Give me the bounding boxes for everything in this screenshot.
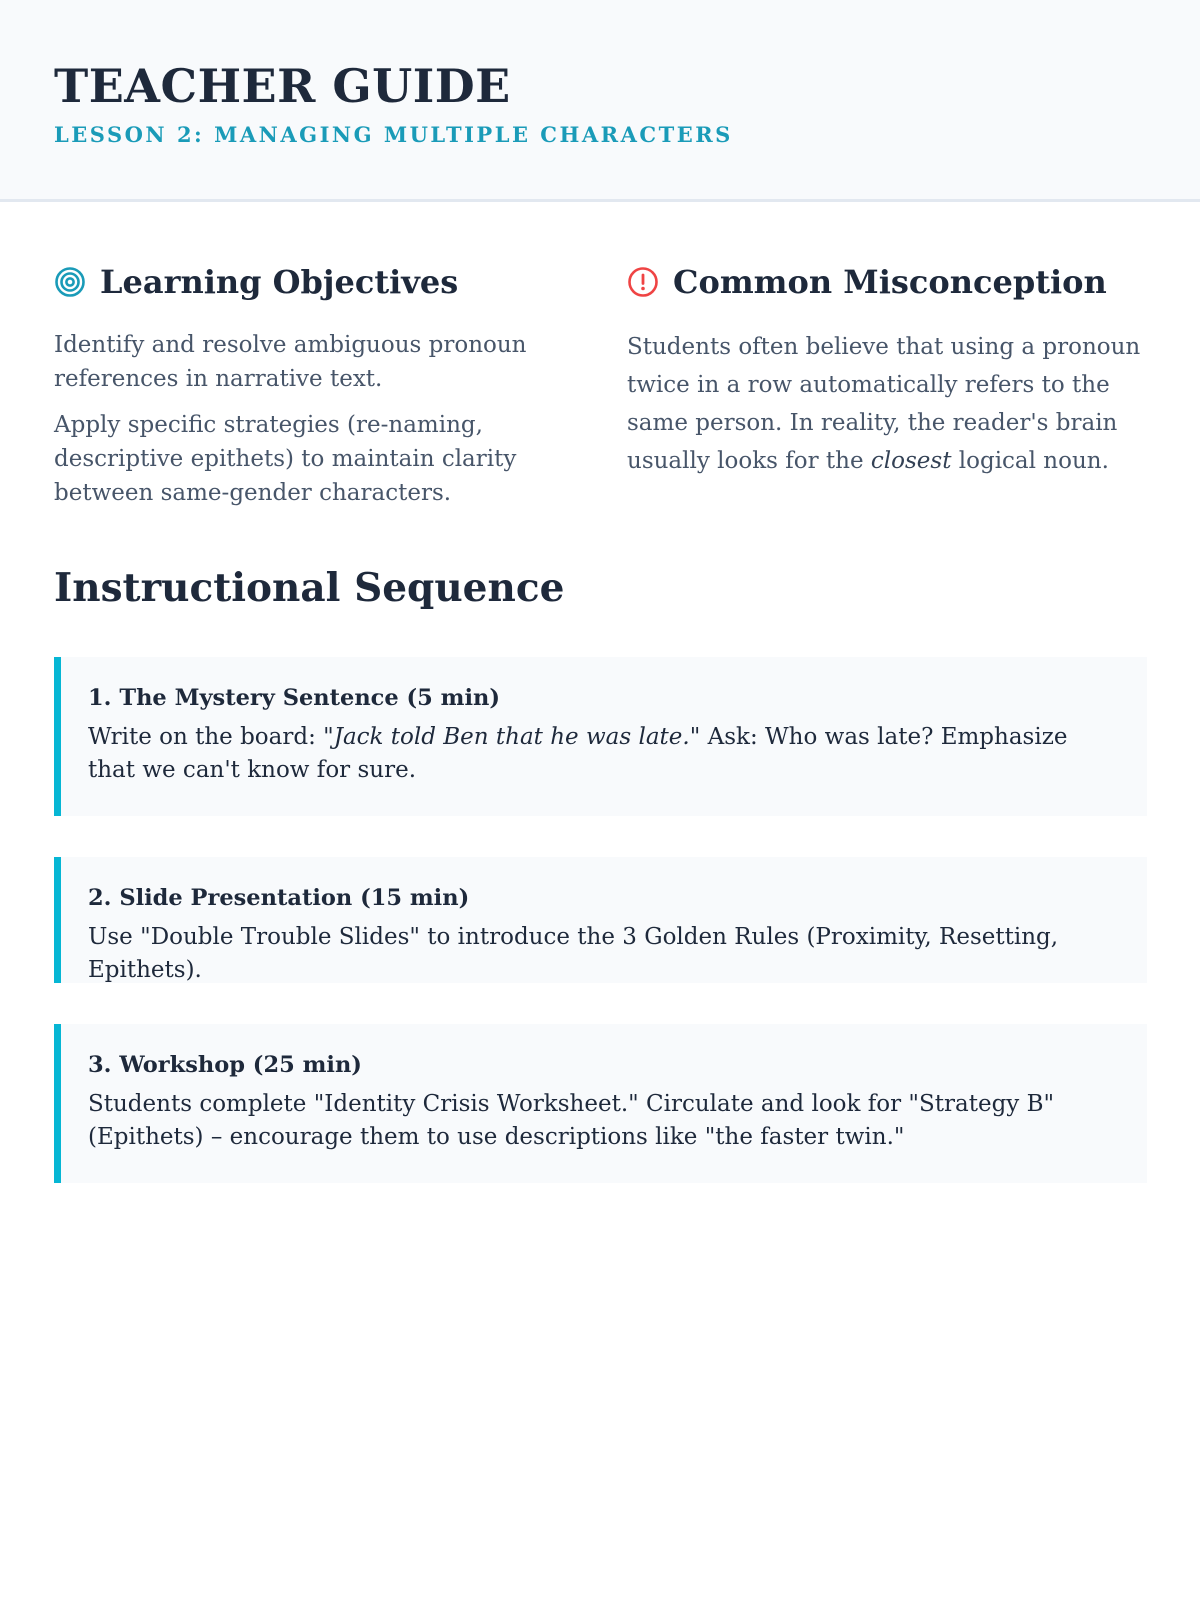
objective-item: Identify and resolve ambiguous pronoun references in narrative text. xyxy=(54,332,527,392)
step-text-start: Write on the board: xyxy=(88,724,324,750)
objectives-list xyxy=(54,328,574,510)
step-description: Use "Double Trouble Slides" to introduce the 3 Golden Rules (Proximity, Resetting, Epithets). xyxy=(88,924,1059,983)
objective-item: Apply specific strategies (re-naming, descriptive epithets) to maintain clarity between same-gender characters. xyxy=(54,412,517,506)
sequence-step xyxy=(54,1024,1147,1183)
learning-objectives-heading: Learning Objectives xyxy=(100,263,459,301)
target-icon xyxy=(54,266,86,298)
misconception-emphasis: closest xyxy=(870,448,952,474)
learning-objectives-section xyxy=(54,258,574,522)
sequence-step xyxy=(54,857,1147,983)
sequence-step xyxy=(54,657,1147,816)
alert-circle-icon xyxy=(627,266,659,298)
step-title: 3. Workshop (25 min) xyxy=(88,1052,362,1078)
step-text-end: Ask: Who was late? Emphasize that we can't know for sure. xyxy=(88,724,1068,783)
step-title: 2. Slide Presentation (15 min) xyxy=(88,885,470,911)
step-title: 1. The Mystery Sentence (5 min) xyxy=(88,685,501,711)
step-quote: "Jack told Ben that he was late." xyxy=(323,724,701,750)
instructional-sequence-heading: Instructional Sequence xyxy=(54,565,565,611)
misconception-text-end: logical noun. xyxy=(951,448,1109,474)
page-title: TEACHER GUIDE xyxy=(54,59,511,113)
misconception-text xyxy=(627,328,1167,480)
common-misconception-section xyxy=(627,258,1167,480)
page-header xyxy=(0,0,1200,202)
lesson-subtitle: LESSON 2: MANAGING MULTIPLE CHARACTERS xyxy=(54,122,733,147)
step-description: Students complete "Identity Crisis Worksheet." Circulate and look for "Strategy B" (Epithets) – encourage them to use descriptions like "the faster twin." xyxy=(88,1091,1055,1150)
step-description xyxy=(88,721,1119,787)
common-misconception-heading: Common Misconception xyxy=(673,263,1107,301)
misconception-text-start: Students often believe that using a pronoun twice in a row automatically refers to the same person. In reality, the reader's brain usually looks for the xyxy=(627,334,1141,474)
